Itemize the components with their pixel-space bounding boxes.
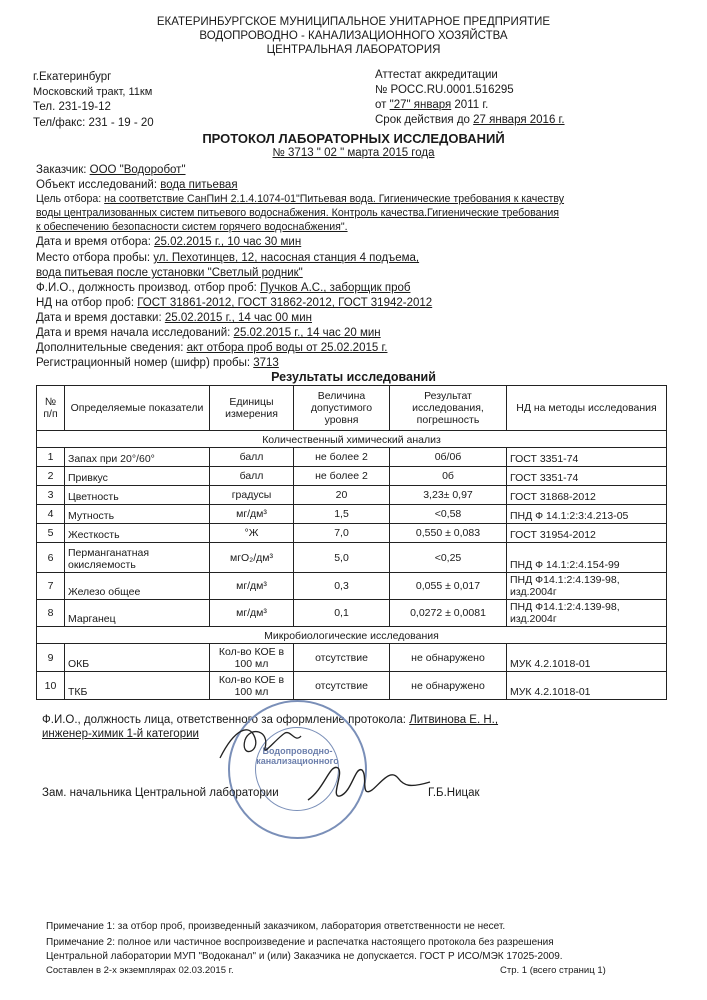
units-cell: мг/дм³ (210, 573, 294, 600)
limit-cell: не более 2 (294, 448, 390, 467)
chem-row (37, 448, 667, 467)
customer: Заказчик: ООО "Водоробот" (36, 164, 186, 176)
purpose-line3: к обеспечению безопасности систем горячего водоснабжения". (36, 221, 348, 233)
result-cell: <0,58 (390, 505, 507, 524)
result-cell: не обнаружено (390, 644, 507, 672)
result-cell: 0,0272 ± 0,0081 (390, 600, 507, 627)
param-cell: Перманганатная окисляемость (65, 543, 210, 573)
method-cell: ГОСТ 31954-2012 (507, 524, 667, 543)
address: Московский тракт, 11км (33, 86, 153, 98)
limit-cell: 20 (294, 486, 390, 505)
protocol-title: ПРОТОКОЛ ЛАБОРАТОРНЫХ ИССЛЕДОВАНИЙ (202, 131, 505, 146)
results-table (36, 385, 667, 700)
sample-place-cont: вода питьевая после установки "Светлый родник" (36, 267, 303, 279)
results-title: Результаты исследований (271, 370, 436, 384)
object: Объект исследований: вода питьевая (36, 179, 238, 191)
limit-cell: 5,0 (294, 543, 390, 573)
col-header-num: № п/п (37, 386, 65, 431)
units-cell: балл (210, 467, 294, 486)
units-cell: Кол-во КОЕ в 100 мл (210, 644, 294, 672)
extra-info: Дополнительные сведения: акт отбора проб воды от 25.02.2015 г. (36, 342, 388, 354)
section-row-chemical: Количественный химический анализ (37, 431, 667, 448)
row-number: 10 (37, 672, 65, 700)
method-cell: МУК 4.2.1018-01 (507, 672, 667, 700)
result-cell: <0,25 (390, 543, 507, 573)
method-cell: ПНД Ф 14.1:2:4.154-99 (507, 543, 667, 573)
col-header-units: Единицы измерения (210, 386, 294, 431)
units-cell: градусы (210, 486, 294, 505)
method-cell: ПНД Ф 14.1:2:3:4.213-05 (507, 505, 667, 524)
org-name-line1: ЕКАТЕРИНБУРГСКОЕ МУНИЦИПАЛЬНОЕ УНИТАРНОЕ ПРЕДПРИЯТИЕ (156, 16, 551, 28)
page-number: Стр. 1 (всего страниц 1) (500, 965, 606, 976)
param-cell: Цветность (65, 486, 210, 505)
param-cell: Привкус (65, 467, 210, 486)
chem-row (37, 486, 667, 505)
limit-cell: отсутствие (294, 644, 390, 672)
units-cell: мг/дм³ (210, 600, 294, 627)
responsible-position: инженер-химик 1-й категории (42, 728, 199, 740)
result-cell: не обнаружено (390, 672, 507, 700)
limit-cell: не более 2 (294, 467, 390, 486)
micro-row (37, 644, 667, 672)
fax: Тел/факс: 231 - 19 - 20 (33, 117, 154, 129)
deputy-title: Зам. начальника Центральной лаборатории (42, 787, 279, 799)
method-cell: ГОСТ 3351-74 (507, 467, 667, 486)
method-cell: ПНД Ф14.1:2:4.139-98, изд.2004г (507, 573, 667, 600)
signature-deputy (300, 758, 440, 808)
signature-responsible (215, 718, 305, 768)
units-cell: мг/дм³ (210, 505, 294, 524)
param-cell: ОКБ (65, 644, 210, 672)
deputy-name: Г.Б.Ницак (428, 787, 480, 799)
row-number: 8 (37, 600, 65, 627)
accreditation-number: № РОСС.RU.0001.516295 (375, 84, 514, 96)
protocol-number: № 3713 " 02 " марта 2015 года (272, 147, 435, 159)
chem-row (37, 467, 667, 486)
units-cell: балл (210, 448, 294, 467)
note-2-line2: Центральной лаборатории МУП "Водоканал" и (или) Заказчика не допускается. ГОСТ Р ИСО/МЭК 17025-2009. (46, 951, 563, 962)
copies-note: Составлен в 2-х экземплярах 02.03.2015 г. (46, 965, 234, 976)
param-cell: Жесткость (65, 524, 210, 543)
row-number: 6 (37, 543, 65, 573)
table-header-row (37, 386, 667, 431)
row-number: 7 (37, 573, 65, 600)
phone: Тел. 231-19-12 (33, 101, 111, 113)
section-row-micro: Микробиологические исследования (37, 627, 667, 644)
row-number: 2 (37, 467, 65, 486)
col-header-result: Результат исследования, погрешность (390, 386, 507, 431)
sample-datetime: Дата и время отбора: 25.02.2015 г., 10 час 30 мин (36, 236, 302, 248)
delivery: Дата и время доставки: 25.02.2015 г., 14 час 00 мин (36, 312, 312, 324)
row-number: 9 (37, 644, 65, 672)
org-name-line2: ВОДОПРОВОДНО - КАНАЛИЗАЦИОННОГО ХОЗЯЙСТВА (199, 30, 508, 42)
accreditation-label: Аттестат аккредитации (375, 69, 498, 81)
result-cell: 3,23± 0,97 (390, 486, 507, 505)
method-cell: ПНД Ф14.1:2:4.139-98, изд.2004г (507, 600, 667, 627)
param-cell: Мутность (65, 505, 210, 524)
method-cell: ГОСТ 31868-2012 (507, 486, 667, 505)
purpose-line2: воды централизованных систем питьевого водоснабжения. Контроль качества.Гигиенические требования (36, 207, 560, 219)
param-cell: Марганец (65, 600, 210, 627)
result-cell: 0,550 ± 0,083 (390, 524, 507, 543)
limit-cell: 1,5 (294, 505, 390, 524)
limit-cell: 0,3 (294, 573, 390, 600)
result-cell: 0б (390, 467, 507, 486)
stamp-text: Водопроводно-канализационного (256, 746, 339, 766)
sampler: Ф.И.О., должность производ. отбор проб: Пучков А.С., заборщик проб (36, 282, 411, 294)
row-number: 4 (37, 505, 65, 524)
row-number: 5 (37, 524, 65, 543)
org-name-line3: ЦЕНТРАЛЬНАЯ ЛАБОРАТОРИЯ (266, 44, 441, 56)
chem-row (37, 600, 667, 627)
nd-sampling: НД на отбор проб: ГОСТ 31861-2012, ГОСТ 31862-2012, ГОСТ 31942-2012 (36, 297, 433, 309)
param-cell: Железо общее (65, 573, 210, 600)
note-2-line1: Примечание 2: полное или частичное воспроизведение и распечатка настоящего протокола без разрешения (46, 937, 554, 948)
units-cell: °Ж (210, 524, 294, 543)
limit-cell: отсутствие (294, 672, 390, 700)
registration-number: Регистрационный номер (шифр) пробы: 3713 (36, 357, 279, 369)
chem-row (37, 524, 667, 543)
col-header-method: НД на методы исследования (507, 386, 667, 431)
limit-cell: 7,0 (294, 524, 390, 543)
chem-row (37, 573, 667, 600)
purpose-line1: Цель отбора: на соответствие СанПиН 2.1.4.1074-01"Питьевая вода. Гигиенические требования к качеству (36, 193, 565, 205)
param-cell: Запах при 20°/60° (65, 448, 210, 467)
result-cell: 0б/0б (390, 448, 507, 467)
accreditation-date: от "27" января 2011 г. (375, 99, 489, 111)
units-cell: Кол-во КОЕ в 100 мл (210, 672, 294, 700)
research-start: Дата и время начала исследований: 25.02.2015 г., 14 час 20 мин (36, 327, 381, 339)
validity: Срок действия до 27 января 2016 г. (375, 114, 565, 126)
responsible-person: Ф.И.О., должность лица, ответственного за оформление протокола: Литвинова Е. Н., (42, 714, 499, 726)
micro-row (37, 672, 667, 700)
result-cell: 0,055 ± 0,017 (390, 573, 507, 600)
param-cell: ТКБ (65, 672, 210, 700)
note-1: Примечание 1: за отбор проб, произведенный заказчиком, лаборатория ответственности не несет. (46, 921, 506, 932)
sample-place: Место отбора пробы: ул. Пехотинцев, 12, насосная станция 4 подъема, (36, 252, 420, 264)
row-number: 3 (37, 486, 65, 505)
method-cell: ГОСТ 3351-74 (507, 448, 667, 467)
limit-cell: 0,1 (294, 600, 390, 627)
row-number: 1 (37, 448, 65, 467)
method-cell: МУК 4.2.1018-01 (507, 644, 667, 672)
city: г.Екатеринбург (33, 71, 112, 83)
chem-row (37, 505, 667, 524)
col-header-limit: Величина допустимого уровня (294, 386, 390, 431)
units-cell: мгО₂/дм³ (210, 543, 294, 573)
col-header-param: Определяемые показатели (65, 386, 210, 431)
chem-row (37, 543, 667, 573)
